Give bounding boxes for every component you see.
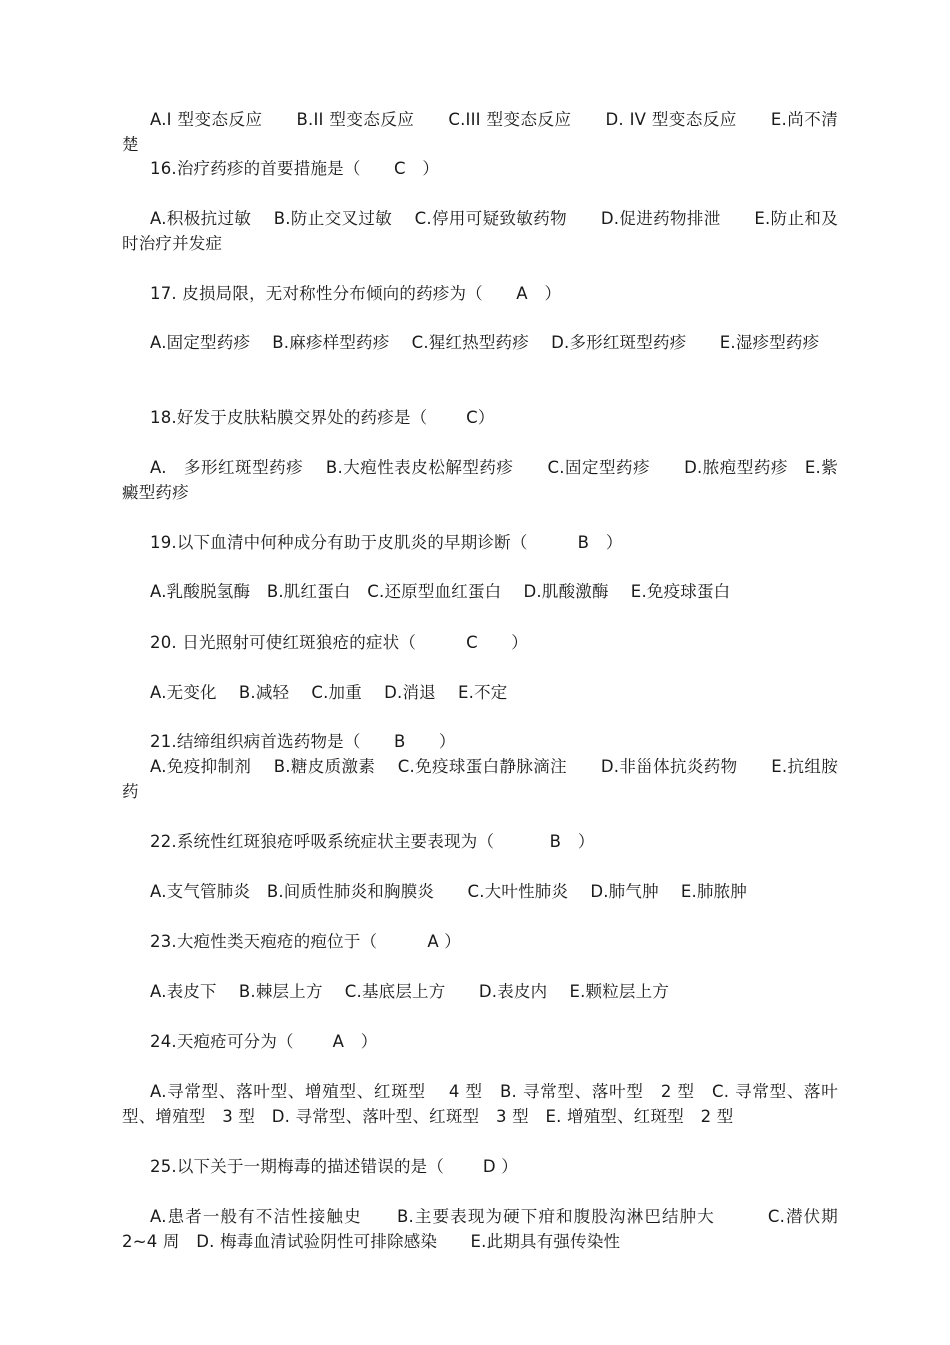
- q20-question: 20. 日光照射可使红斑狼疮的症状（ C ）: [150, 633, 529, 652]
- q15-options: A.I 型变态反应 B.II 型变态反应 C.III 型变态反应 D. IV 型变态反应 E.尚不清楚: [122, 110, 838, 154]
- q24-options: A.寻常型、落叶型、增殖型、红斑型 4 型 B. 寻常型、落叶型 2 型 C. 寻常型、落叶型、增殖型 3 型 D. 寻常型、落叶型、红斑型 3 型 E. 增殖型、红斑型 2 型: [122, 1082, 838, 1126]
- q18-options: A. 多形红斑型药疹 B.大疱性表皮松解型药疹 C.固定型药疹 D.脓疱型药疹 E.紫癜型药疹: [122, 458, 838, 502]
- q25-question: 25.以下关于一期梅毒的描述错误的是（ D ）: [150, 1157, 518, 1176]
- q17-options: A.固定型药疹 B.麻疹样型药疹 C.猩红热型药疹 D.多形红斑型药疹 E.湿疹型药疹: [150, 333, 820, 352]
- q21-question: 21.结缔组织病首选药物是（ B ）: [150, 732, 456, 751]
- q16-options: A.积极抗过敏 B.防止交叉过敏 C.停用可疑致敏药物 D.促进药物排泄 E.防止和及时治疗并发症: [122, 209, 838, 253]
- q24-question: 24.天疱疮可分为（ A ）: [150, 1032, 378, 1051]
- q25-options: A.患者一般有不洁性接触史 B.主要表现为硬下疳和腹股沟淋巴结肿大 C.潜伏期 2~4 周 D. 梅毒血清试验阴性可排除感染 E.此期具有强传染性: [122, 1207, 844, 1251]
- q22-options: A.支气管肺炎 B.间质性肺炎和胸膜炎 C.大叶性肺炎 D.肺气肿 E.肺脓肿: [150, 882, 748, 901]
- q16-question: 16.治疗药疹的首要措施是（ C ）: [150, 159, 440, 178]
- q20-options: A.无变化 B.减轻 C.加重 D.消退 E.不定: [150, 683, 508, 702]
- q23-options: A.表皮下 B.棘层上方 C.基底层上方 D.表皮内 E.颗粒层上方: [150, 982, 670, 1001]
- q19-question: 19.以下血清中何种成分有助于皮肌炎的早期诊断（ B ）: [150, 533, 623, 552]
- q17-question: 17. 皮损局限，无对称性分布倾向的药疹为（ A ）: [150, 284, 562, 303]
- q18-question: 18.好发于皮肤粘膜交界处的药疹是（ C）: [150, 408, 495, 427]
- q22-question: 22.系统性红斑狼疮呼吸系统症状主要表现为（ B ）: [150, 832, 595, 851]
- q19-options: A.乳酸脱氢酶 B.肌红蛋白 C.还原型血红蛋白 D.肌酸激酶 E.免疫球蛋白: [150, 582, 731, 601]
- q21-options: A.免疫抑制剂 B.糖皮质激素 C.免疫球蛋白静脉滴注 D.非甾体抗炎药物 E.抗组胺药: [122, 757, 838, 801]
- q23-question: 23.大疱性类天疱疮的疱位于（ A ）: [150, 932, 461, 951]
